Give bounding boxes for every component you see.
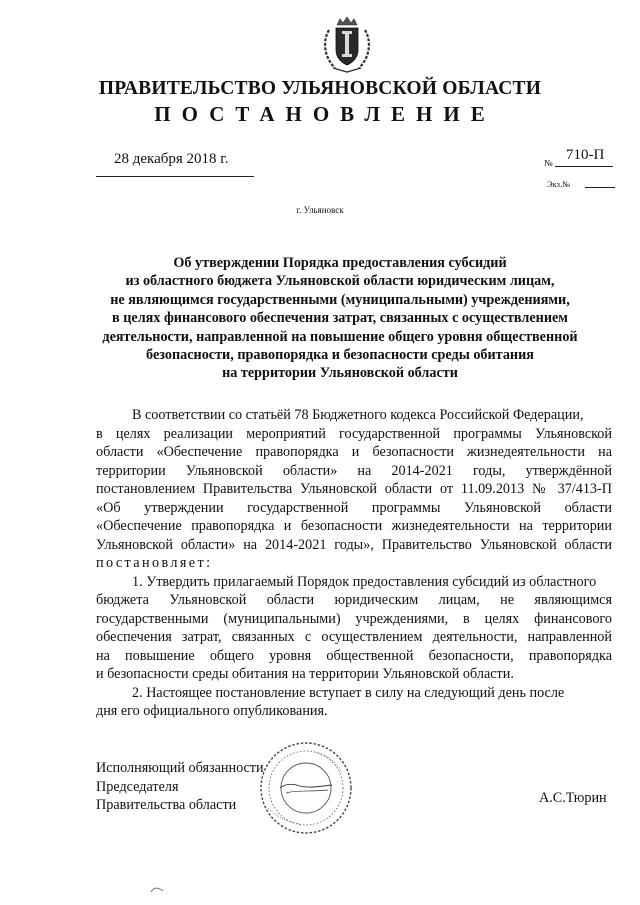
body-line: 2. Настоящее постановление вступает в силу на следующий день после — [132, 684, 565, 701]
decree-number: 710-П — [566, 147, 605, 163]
official-stamp — [256, 738, 356, 838]
body-line: Ульяновской области» на 2014-2021 годы», Правительство Ульяновской области — [96, 536, 612, 553]
body-line: дня его официального опубликования. — [96, 703, 328, 719]
title-line: не являющимся государственными (муниципальными) учреждениями, — [110, 291, 570, 308]
decree-title — [70, 254, 610, 383]
decree-body — [96, 406, 612, 721]
date-underline — [96, 176, 254, 177]
body-line: территории Ульяновской области» на 2014-2021 годы, утверждённой — [96, 462, 612, 479]
title-line: в целях финансового обеспечения затрат, связанных с осуществлением — [112, 310, 568, 327]
body-line: В соответствии со статьёй 78 Бюджетного кодекса Российской Федерации, — [132, 407, 584, 423]
copy-number-label: Экз.№ — [547, 179, 571, 189]
body-line: и безопасности среды обитания на территории Ульяновской области. — [96, 666, 514, 682]
city: г. Ульяновск — [296, 205, 344, 215]
coat-of-arms-icon — [321, 16, 373, 74]
position-line: Правительства области — [96, 797, 237, 813]
body-line: бюджета Ульяновской области юридическим лицам, не являющимся — [96, 592, 612, 608]
body-line: в целях реализации мероприятий государственной программы Ульяновской — [96, 425, 612, 442]
copy-number-underline — [585, 187, 615, 188]
position-line: Исполняющий обязанности — [96, 760, 264, 776]
decree-date: 28 декабря 2018 г. — [114, 151, 229, 167]
body-line: «Обеспечение правопорядка и безопасности жизнедеятельности на территории — [96, 518, 612, 534]
title-line: Об утверждении Порядка предоставления субсидий — [173, 255, 507, 271]
body-line: обеспечения затрат, связанных с осуществлением деятельности, направленной — [96, 629, 612, 645]
government-title: ПРАВИТЕЛЬСТВО УЛЬЯНОВСКОЙ ОБЛАСТИ — [98, 78, 542, 99]
body-line: 1. Утвердить прилагаемый Порядок предоставления субсидий из областного — [132, 573, 597, 590]
title-line: на территории Ульяновской области — [222, 365, 458, 382]
scan-mark-icon — [150, 885, 164, 893]
document-type: ПОСТАНОВЛЕНИЕ — [154, 102, 496, 126]
signatory-name: А.С.Тюрин — [539, 790, 607, 806]
body-line: государственными (муниципальными) учреждениями, в целях финансового — [96, 610, 612, 627]
number-underline — [555, 166, 613, 167]
title-line: деятельности, направленной на повышение общего уровня общественной — [102, 328, 578, 345]
body-line: постановлением Правительства Ульяновской области от 11.09.2013 № 37/413-П — [96, 481, 612, 497]
body-line-resolves: постановляет: — [96, 555, 213, 571]
title-line: из областного бюджета Ульяновской области юридическим лицам, — [125, 273, 555, 290]
body-line: области «Обеспечение правопорядка и безопасности жизнедеятельности на — [96, 444, 612, 460]
body-line: на повышение общего уровня общественной безопасности, правопорядка — [96, 647, 612, 664]
title-line: безопасности, правопорядка и безопасности среды обитания — [146, 347, 534, 364]
position-line: Председателя — [96, 778, 179, 795]
signatory-position — [96, 759, 264, 815]
number-label: № — [544, 158, 553, 168]
body-line: «Об утверждении государственной программы Ульяновской области — [96, 499, 612, 516]
